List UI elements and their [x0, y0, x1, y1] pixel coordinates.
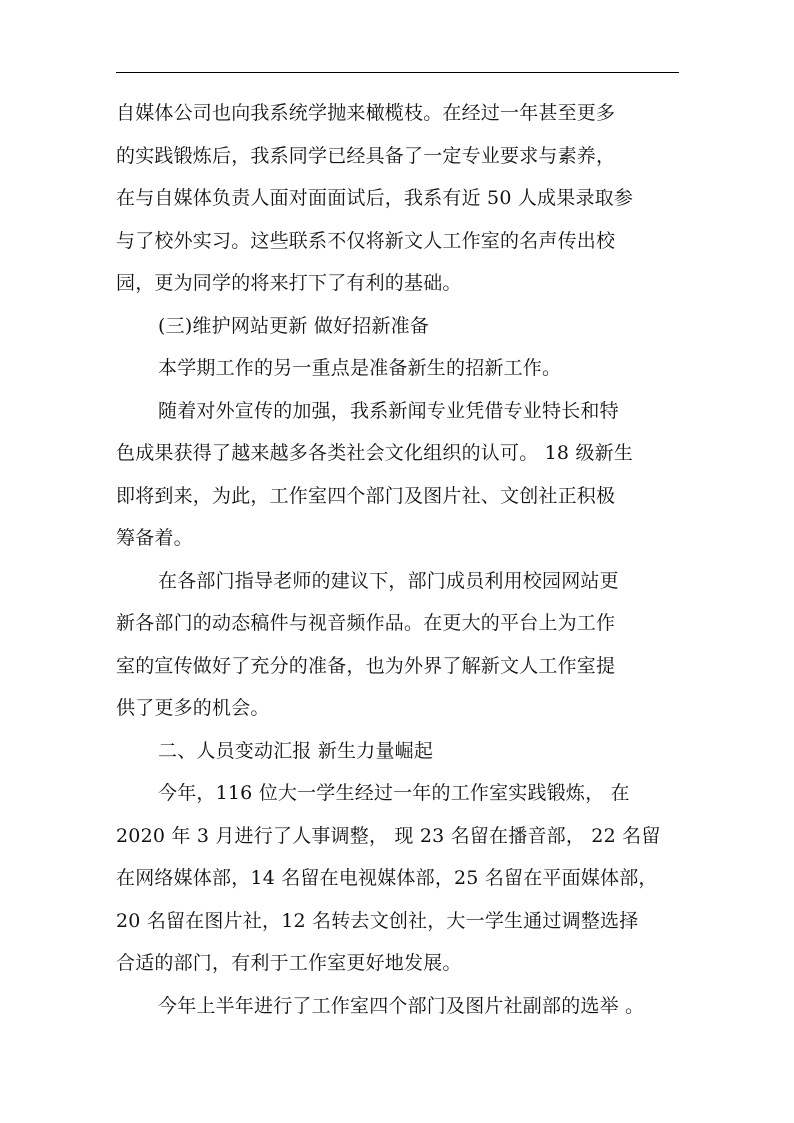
text-line-8: 随着对外宣传的加强，我系新闻专业凭借专业特长和特 [158, 399, 619, 422]
text-line-17: 今年，116 位大一学生经过一年的工作室实践锻炼， 在 [158, 782, 630, 804]
text-line-4: 与了校外实习。这些联系不仅将新文人工作室的名声传出校 [116, 229, 616, 252]
text-line-9: 色成果获得了越来越多各类社会文化组织的认可。 18 级新生 [116, 442, 634, 464]
text-line-1: 自媒体公司也向我系统学抛来橄榄枝。在经过一年甚至更多 [116, 102, 616, 124]
text-line-2: 的实践锻炼后，我系同学已经具备了一定专业要求与素养， [116, 144, 616, 167]
text-line-5: 园，更为同学的将来打下了有利的基础。 [116, 272, 462, 294]
text-line-21: 合适的部门，有利于工作室更好地发展。 [116, 952, 462, 974]
section-heading-2: 二、人员变动汇报 新生力量崛起 [158, 739, 434, 762]
section-heading-3: (三)维护网站更新 做好招新准备 [158, 314, 430, 337]
text-line-10: 即将到来，为此，工作室四个部门及图片社、文创社正积极 [116, 484, 616, 507]
document-body [116, 92, 688, 1027]
text-line-15: 供了更多的机会。 [116, 697, 270, 719]
text-line-20: 20 名留在图片社，12 名转去文创社，大一学生通过调整选择 [116, 909, 639, 932]
text-line-18: 2020 年 3 月进行了人事调整， 现 23 名留在播音部， 22 名留 [116, 824, 661, 847]
text-line-22: 今年上半年进行了工作室四个部门及图片社副部的选举 。 [158, 994, 645, 1017]
text-line-7: 本学期工作的另一重点是准备新生的招新工作。 [158, 357, 562, 379]
text-line-13: 新各部门的动态稿件与视音频作品。在更大的平台上为工作 [116, 612, 616, 634]
text-line-3: 在与自媒体负责人面对面面试后，我系有近 50 人成果录取参 [116, 187, 634, 209]
text-line-14: 室的宣传做好了充分的准备，也为外界了解新文人工作室提 [116, 654, 616, 677]
text-line-12: 在各部门指导老师的建议下，部门成员利用校园网站更 [158, 569, 619, 592]
text-line-11: 筹备着。 [116, 527, 193, 549]
header-rule [116, 72, 679, 73]
text-line-19: 在网络媒体部，14 名留在电视媒体部，25 名留在平面媒体部， [116, 867, 658, 889]
